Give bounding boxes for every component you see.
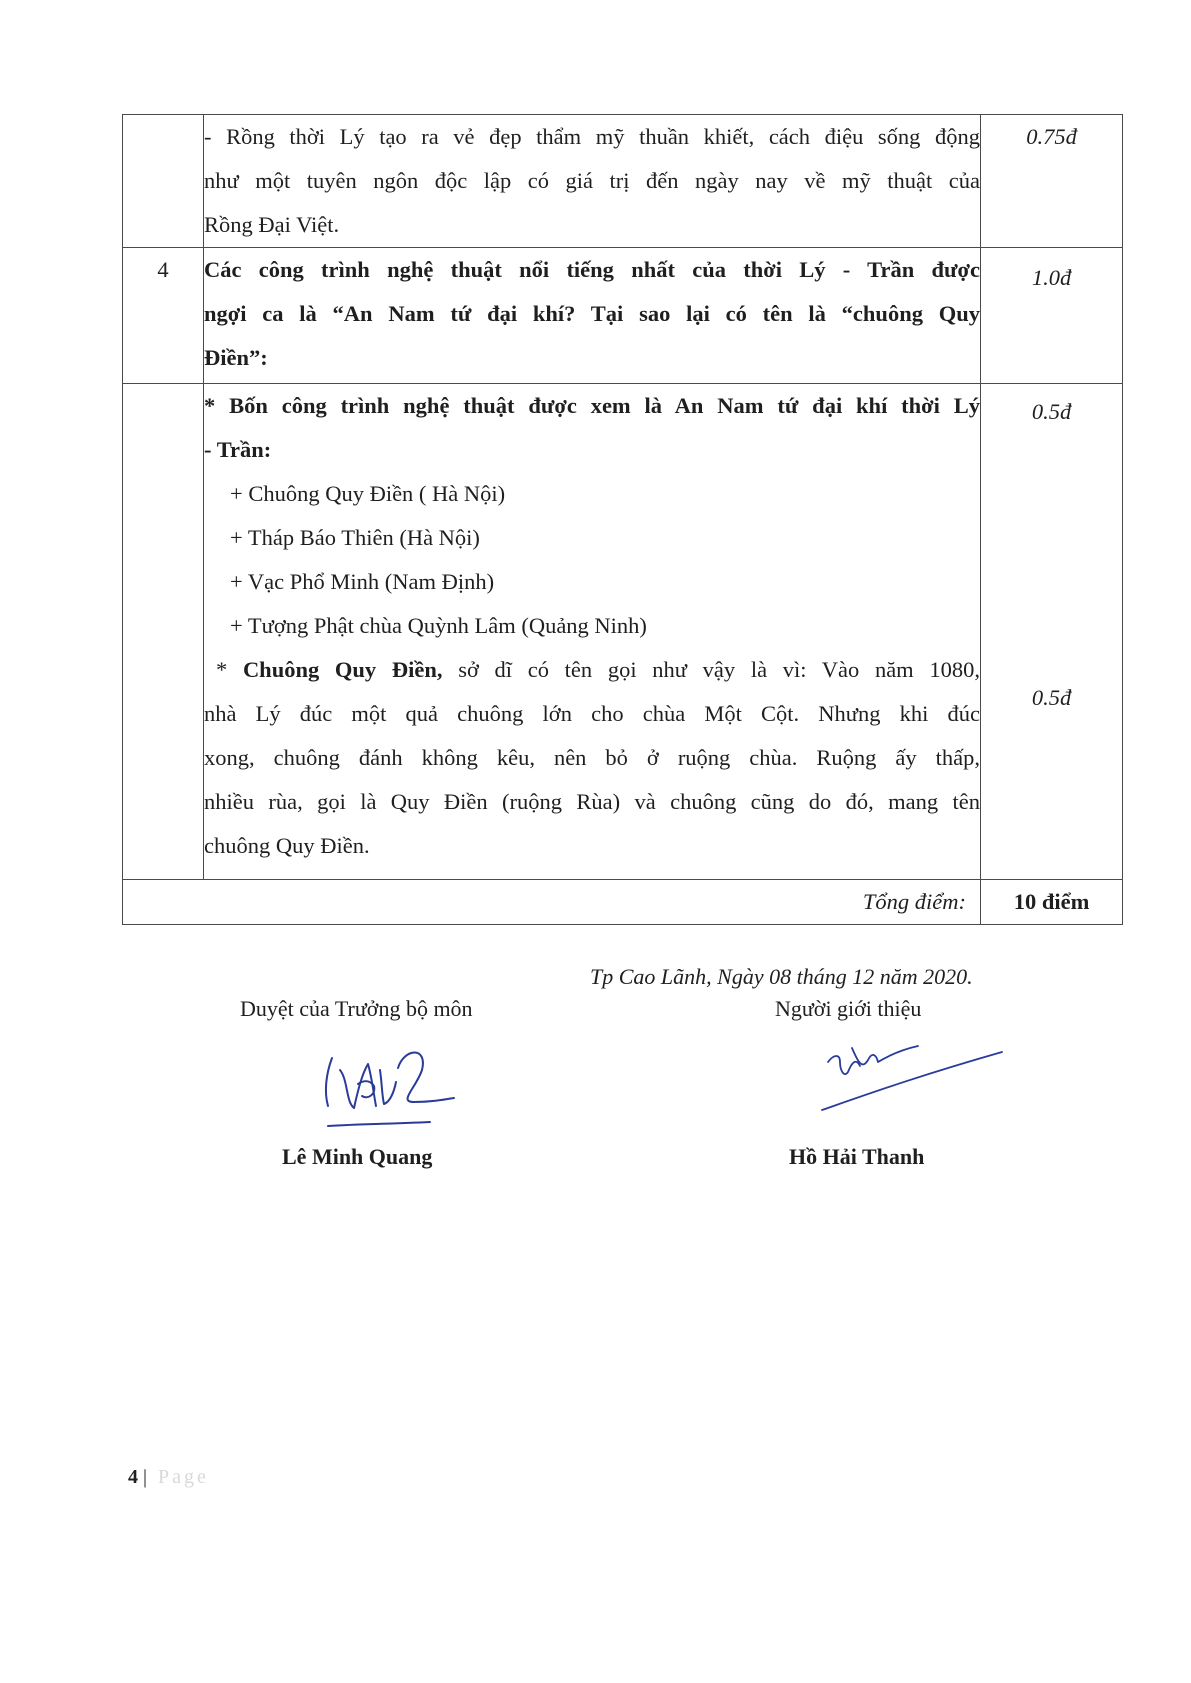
bell-explanation-line: nhà Lý đúc một quả chuông lớn cho chùa Một Cột. Nhưng khi đúc (204, 701, 980, 726)
table-row-answer (123, 384, 1123, 880)
answer-cell (204, 384, 981, 880)
points-value: 0.75đ (1026, 124, 1077, 149)
question-number-cell (123, 248, 204, 384)
points-value: 0.5đ (1031, 685, 1072, 710)
date-line: Tp Cao Lãnh, Ngày 08 tháng 12 năm 2020. (590, 964, 973, 989)
answer-heading: * Bốn công trình nghệ thuật được xem là An Nam tứ đại khí thời Lý (204, 393, 980, 418)
total-value: 10 điểm (1013, 889, 1090, 914)
points-cell (981, 115, 1123, 248)
list-item: + Tháp Báo Thiên (Hà Nội) (230, 525, 480, 550)
approver-signature (318, 1040, 478, 1130)
bell-explanation-line: xong, chuông đánh không kêu, nên bỏ ở ruộng chùa. Ruộng ấy thấp, (204, 745, 980, 770)
approver-title: Duyệt của Trưởng bộ môn (240, 996, 473, 1021)
row-number-cell (123, 115, 204, 248)
presenter-name: Hồ Hải Thanh (789, 1144, 925, 1169)
question-line: Các công trình nghệ thuật nổi tiếng nhất của thời Lý - Trần được (204, 257, 980, 282)
answer-line: Rồng Đại Việt. (204, 212, 340, 237)
bell-explanation-line: nhiều rùa, gọi là Quy Điền (ruộng Rùa) và chuông cũng do đó, mang tên (204, 789, 980, 814)
list-item: + Tượng Phật chùa Quỳnh Lâm (Quảng Ninh) (230, 613, 647, 638)
table-row-dragon (123, 115, 1123, 248)
bell-text: sở dĩ có tên gọi như vậy là vì: Vào năm 1080, (442, 657, 980, 682)
points-cell (981, 248, 1123, 384)
list-item: + Chuông Quy Điền ( Hà Nội) (230, 481, 506, 506)
bell-explanation-line: chuông Quy Điền. (204, 833, 370, 858)
presenter-signature (818, 1032, 1008, 1122)
approver-name: Lê Minh Quang (282, 1144, 433, 1169)
bell-term: Chuông Quy Điền, (242, 657, 443, 682)
dragon-answer-cell (204, 115, 981, 248)
answer-line: như một tuyên ngôn độc lập có giá trị đến ngày nay về mỹ thuật của (204, 168, 980, 193)
points-value: 1.0đ (1031, 265, 1072, 290)
answer-heading: - Trần: (204, 437, 272, 462)
points-value: 0.5đ (1031, 399, 1072, 424)
question-line: ngợi ca là “An Nam tứ đại khí? Tại sao lại có tên là “chuông Quy (204, 301, 980, 326)
page-number: 4 (128, 1466, 138, 1488)
points-cell (981, 384, 1123, 880)
question-number: 4 (157, 257, 169, 282)
question-text-cell (204, 248, 981, 384)
table-row-question-4 (123, 248, 1123, 384)
question-line: Điền”: (204, 345, 268, 370)
total-label: Tổng điểm: (862, 889, 966, 914)
footer-separator: | (143, 1466, 148, 1488)
bell-explanation-line (204, 648, 980, 692)
answer-line: - Rồng thời Lý tạo ra vẻ đẹp thẩm mỹ thuần khiết, cách điệu sống động (204, 124, 980, 149)
page-footer (128, 1466, 209, 1489)
grading-table (122, 114, 1123, 925)
page-word: Page (158, 1466, 209, 1488)
bell-prefix: * (216, 657, 243, 682)
presenter-title: Người giới thiệu (775, 996, 922, 1021)
list-item: + Vạc Phổ Minh (Nam Định) (230, 569, 495, 594)
total-label-cell (123, 880, 981, 925)
total-value-cell (981, 880, 1123, 925)
row-number-cell (123, 384, 204, 880)
table-row-total (123, 880, 1123, 925)
